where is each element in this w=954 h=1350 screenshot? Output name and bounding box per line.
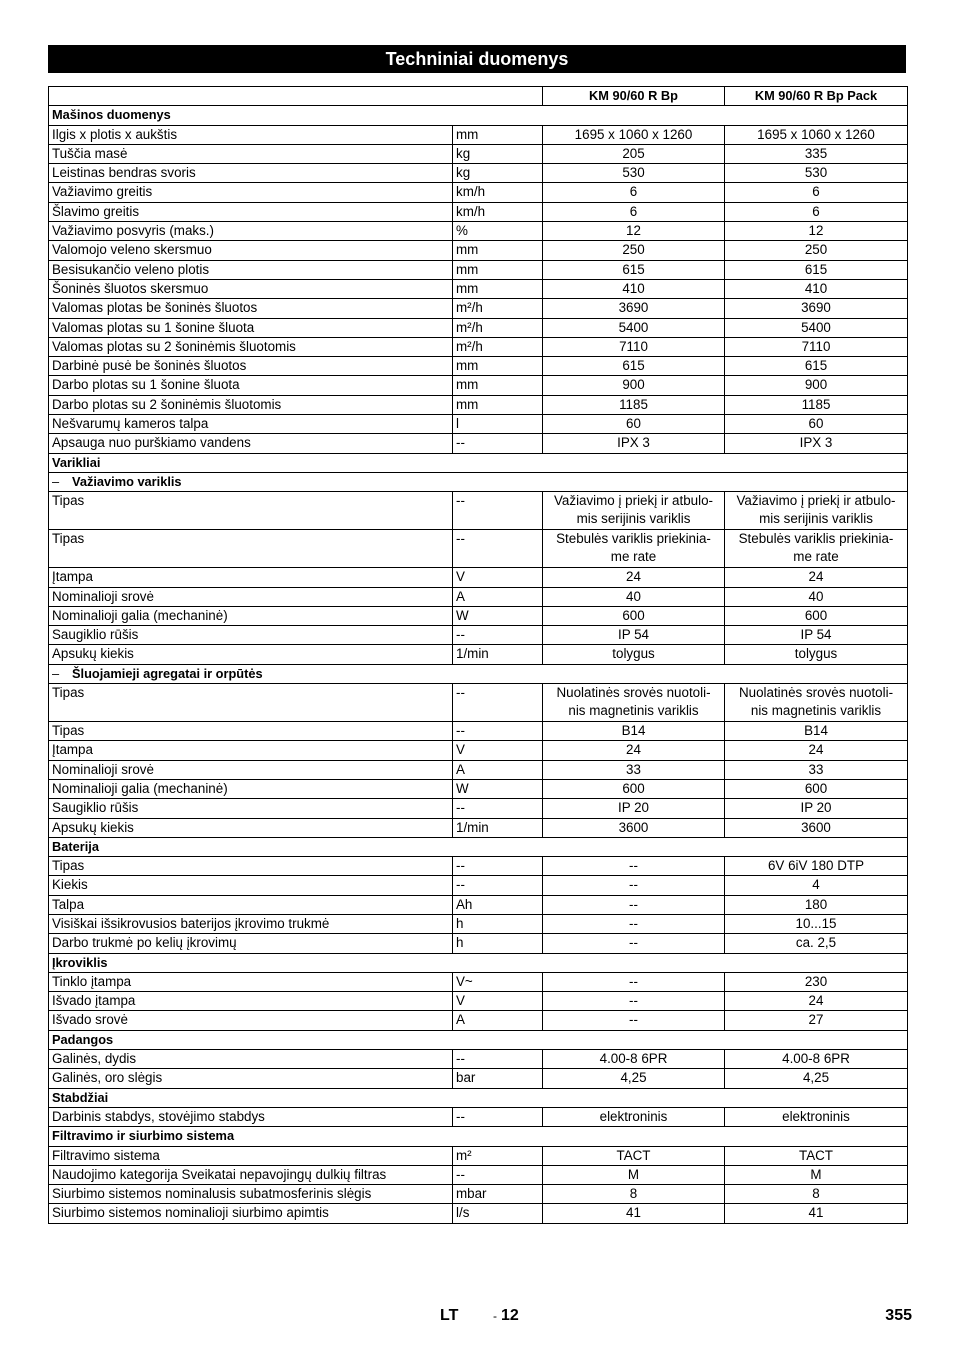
table-row xyxy=(49,895,908,914)
row-unit: W xyxy=(453,779,543,798)
row-value-km-90-60-r-bp-pack: 4.00-8 6PR xyxy=(725,1050,908,1069)
row-value-km-90-60-r-bp: TACT xyxy=(543,1146,725,1165)
row-value-km-90-60-r-bp-pack xyxy=(725,492,908,530)
value-line: nis magnetinis variklis xyxy=(750,702,882,718)
row-value-km-90-60-r-bp: -- xyxy=(543,895,725,914)
row-value-km-90-60-r-bp: 600 xyxy=(543,779,725,798)
row-value-km-90-60-r-bp-pack: IP 20 xyxy=(725,799,908,818)
table-row xyxy=(49,434,908,453)
row-value-km-90-60-r-bp: -- xyxy=(543,972,725,991)
footer-language: LT xyxy=(440,1307,459,1324)
row-value-km-90-60-r-bp: -- xyxy=(543,934,725,953)
row-value-km-90-60-r-bp: 205 xyxy=(543,144,725,163)
row-label: Apsukų kiekis xyxy=(49,645,453,664)
row-label: Tuščia masė xyxy=(49,144,453,163)
table-row xyxy=(49,395,908,414)
row-unit: m²/h xyxy=(453,318,543,337)
table-row xyxy=(49,241,908,260)
row-value-km-90-60-r-bp: 24 xyxy=(543,568,725,587)
row-unit: m²/h xyxy=(453,337,543,356)
section-heading: Įkroviklis xyxy=(49,953,908,972)
row-label: Nominalioji srovė xyxy=(49,760,453,779)
section-row xyxy=(49,1127,908,1146)
row-value-km-90-60-r-bp-pack xyxy=(725,684,908,722)
subsection-row xyxy=(49,664,908,683)
row-value-km-90-60-r-bp-pack: 27 xyxy=(725,1011,908,1030)
row-value-km-90-60-r-bp: 33 xyxy=(543,760,725,779)
row-value-km-90-60-r-bp: 4,25 xyxy=(543,1069,725,1088)
column-header-km-90-60-r-bp-pack: KM 90/60 R Bp Pack xyxy=(725,87,908,106)
row-label: Visiškai išsikrovusios baterijos įkrovimo trukmė xyxy=(49,914,453,933)
row-value-km-90-60-r-bp: 5400 xyxy=(543,318,725,337)
row-value-km-90-60-r-bp: -- xyxy=(543,914,725,933)
row-value-km-90-60-r-bp-pack: 6 xyxy=(725,183,908,202)
row-value-km-90-60-r-bp: tolygus xyxy=(543,645,725,664)
row-unit: A xyxy=(453,760,543,779)
row-unit: -- xyxy=(453,799,543,818)
table-row xyxy=(49,992,908,1011)
footer-local-page xyxy=(493,1307,519,1325)
row-value-km-90-60-r-bp-pack: 1695 x 1060 x 1260 xyxy=(725,125,908,144)
row-value-km-90-60-r-bp-pack: IPX 3 xyxy=(725,434,908,453)
table-row xyxy=(49,779,908,798)
table-row xyxy=(49,1050,908,1069)
footer-local-page-number: 12 xyxy=(501,1307,519,1324)
section-row xyxy=(49,953,908,972)
row-label: Valomas plotas be šoninės šluotos xyxy=(49,299,453,318)
row-label: Darbo trukmė po kelių įkrovimų xyxy=(49,934,453,953)
row-value-km-90-60-r-bp: 1695 x 1060 x 1260 xyxy=(543,125,725,144)
row-label: Darbo plotas su 2 šoninėmis šluotomis xyxy=(49,395,453,414)
subsection-label: Šluojamieji agregatai ir orpūtės xyxy=(72,665,263,681)
table-row xyxy=(49,144,908,163)
row-value-km-90-60-r-bp-pack: 7110 xyxy=(725,337,908,356)
row-value-km-90-60-r-bp: 4.00-8 6PR xyxy=(543,1050,725,1069)
table-row xyxy=(49,1165,908,1184)
row-value-km-90-60-r-bp-pack: 3600 xyxy=(725,818,908,837)
row-value-km-90-60-r-bp-pack: 24 xyxy=(725,568,908,587)
row-unit: kg xyxy=(453,164,543,183)
row-label: Nominalioji srovė xyxy=(49,587,453,606)
section-heading: Padangos xyxy=(49,1030,908,1049)
section-row xyxy=(49,106,908,125)
row-value-km-90-60-r-bp-pack: 24 xyxy=(725,992,908,1011)
value-line: Nuolatinės srovės nuotoli- xyxy=(738,685,894,701)
table-row xyxy=(49,376,908,395)
table-row xyxy=(49,972,908,991)
section-heading: Stabdžiai xyxy=(49,1088,908,1107)
row-value-km-90-60-r-bp-pack: 230 xyxy=(725,972,908,991)
row-unit: km/h xyxy=(453,183,543,202)
value-line: Nuolatinės srovės nuotoli- xyxy=(556,685,711,701)
row-label: Talpa xyxy=(49,895,453,914)
row-value-km-90-60-r-bp: M xyxy=(543,1165,725,1184)
row-label: Tipas xyxy=(49,530,453,568)
row-value-km-90-60-r-bp: 615 xyxy=(543,260,725,279)
row-value-km-90-60-r-bp-pack: 60 xyxy=(725,415,908,434)
row-unit: V xyxy=(453,568,543,587)
table-row xyxy=(49,202,908,221)
row-value-km-90-60-r-bp-pack xyxy=(725,530,908,568)
section-heading: Mašinos duomenys xyxy=(49,106,908,125)
table-row xyxy=(49,415,908,434)
row-value-km-90-60-r-bp-pack: 1185 xyxy=(725,395,908,414)
section-row xyxy=(49,453,908,472)
row-value-km-90-60-r-bp: 8 xyxy=(543,1185,725,1204)
table-row xyxy=(49,684,908,722)
row-label: Ilgis x plotis x aukštis xyxy=(49,125,453,144)
row-value-km-90-60-r-bp: 60 xyxy=(543,415,725,434)
row-label: Šoninės šluotos skersmuo xyxy=(49,279,453,298)
row-value-km-90-60-r-bp-pack: 530 xyxy=(725,164,908,183)
table-row xyxy=(49,857,908,876)
row-label: Tipas xyxy=(49,492,453,530)
row-label: Nominalioji galia (mechaninė) xyxy=(49,606,453,625)
row-value-km-90-60-r-bp-pack: 5400 xyxy=(725,318,908,337)
row-unit: V xyxy=(453,992,543,1011)
row-label: Kiekis xyxy=(49,876,453,895)
row-label: Nominalioji galia (mechaninė) xyxy=(49,779,453,798)
row-unit: -- xyxy=(453,434,543,453)
row-unit: -- xyxy=(453,876,543,895)
row-unit: mm xyxy=(453,125,543,144)
row-label: Tipas xyxy=(49,684,453,722)
row-value-km-90-60-r-bp: 7110 xyxy=(543,337,725,356)
row-label: Valomojo veleno skersmuo xyxy=(49,241,453,260)
row-unit: A xyxy=(453,587,543,606)
table-row xyxy=(49,606,908,625)
value-line: Stebulės variklis priekinia- xyxy=(556,531,711,547)
row-value-km-90-60-r-bp: 3690 xyxy=(543,299,725,318)
value-line: mis serijinis variklis xyxy=(576,510,691,526)
row-value-km-90-60-r-bp: IPX 3 xyxy=(543,434,725,453)
dash-bullet: – xyxy=(52,473,60,489)
row-value-km-90-60-r-bp-pack: 4 xyxy=(725,876,908,895)
table-row xyxy=(49,164,908,183)
row-label: Nešvarumų kameros talpa xyxy=(49,415,453,434)
row-value-km-90-60-r-bp: B14 xyxy=(543,722,725,741)
row-value-km-90-60-r-bp: 3600 xyxy=(543,818,725,837)
table-row xyxy=(49,1185,908,1204)
table-row xyxy=(49,914,908,933)
row-value-km-90-60-r-bp-pack: 4,25 xyxy=(725,1069,908,1088)
row-label: Saugiklio rūšis xyxy=(49,799,453,818)
row-value-km-90-60-r-bp: 41 xyxy=(543,1204,725,1223)
row-label: Išvado srovė xyxy=(49,1011,453,1030)
row-value-km-90-60-r-bp-pack: 6V 6iV 180 DTP xyxy=(725,857,908,876)
table-row xyxy=(49,722,908,741)
value-line: Važiavimo į priekį ir atbulo- xyxy=(736,493,896,509)
row-value-km-90-60-r-bp: 600 xyxy=(543,606,725,625)
row-value-km-90-60-r-bp-pack: 900 xyxy=(725,376,908,395)
row-value-km-90-60-r-bp: -- xyxy=(543,857,725,876)
row-unit: mm xyxy=(453,376,543,395)
table-row xyxy=(49,799,908,818)
page-title: Techniniai duomenys xyxy=(48,45,906,73)
row-label: Valomas plotas su 2 šoninėmis šluotomis xyxy=(49,337,453,356)
row-label: Darbo plotas su 1 šonine šluota xyxy=(49,376,453,395)
row-value-km-90-60-r-bp-pack: 600 xyxy=(725,779,908,798)
row-value-km-90-60-r-bp-pack: 615 xyxy=(725,260,908,279)
row-unit: kg xyxy=(453,144,543,163)
row-value-km-90-60-r-bp: 24 xyxy=(543,741,725,760)
row-unit: -- xyxy=(453,1050,543,1069)
row-value-km-90-60-r-bp: 40 xyxy=(543,587,725,606)
section-heading: Varikliai xyxy=(49,453,908,472)
row-label: Įtampa xyxy=(49,741,453,760)
row-value-km-90-60-r-bp: 1185 xyxy=(543,395,725,414)
row-label: Leistinas bendras svoris xyxy=(49,164,453,183)
row-value-km-90-60-r-bp: 6 xyxy=(543,183,725,202)
row-value-km-90-60-r-bp-pack: 10...15 xyxy=(725,914,908,933)
row-unit: Ah xyxy=(453,895,543,914)
row-label: Darbinis stabdys, stovėjimo stabdys xyxy=(49,1107,453,1126)
table-header-row xyxy=(49,87,908,106)
row-label: Besisukančio veleno plotis xyxy=(49,260,453,279)
row-unit: l xyxy=(453,415,543,434)
row-value-km-90-60-r-bp-pack: 24 xyxy=(725,741,908,760)
row-label: Išvado įtampa xyxy=(49,992,453,1011)
section-row xyxy=(49,1030,908,1049)
section-row xyxy=(49,837,908,856)
row-value-km-90-60-r-bp-pack: 6 xyxy=(725,202,908,221)
row-unit: mm xyxy=(453,395,543,414)
row-unit: -- xyxy=(453,684,543,722)
row-unit: -- xyxy=(453,857,543,876)
row-value-km-90-60-r-bp: 900 xyxy=(543,376,725,395)
row-unit: -- xyxy=(453,492,543,530)
row-value-km-90-60-r-bp-pack: 615 xyxy=(725,357,908,376)
row-value-km-90-60-r-bp xyxy=(543,530,725,568)
row-label: Tinklo įtampa xyxy=(49,972,453,991)
row-value-km-90-60-r-bp: elektroninis xyxy=(543,1107,725,1126)
table-row xyxy=(49,626,908,645)
row-value-km-90-60-r-bp: IP 20 xyxy=(543,799,725,818)
row-value-km-90-60-r-bp-pack: 410 xyxy=(725,279,908,298)
row-label: Siurbimo sistemos nominalioji siurbimo apimtis xyxy=(49,1204,453,1223)
value-line: me rate xyxy=(610,548,657,564)
row-unit: bar xyxy=(453,1069,543,1088)
row-unit: mm xyxy=(453,260,543,279)
row-unit: h xyxy=(453,914,543,933)
row-unit: -- xyxy=(453,626,543,645)
row-value-km-90-60-r-bp: -- xyxy=(543,1011,725,1030)
column-header-km-90-60-r-bp: KM 90/60 R Bp xyxy=(543,87,725,106)
row-unit: V xyxy=(453,741,543,760)
row-label: Važiavimo greitis xyxy=(49,183,453,202)
row-value-km-90-60-r-bp-pack: M xyxy=(725,1165,908,1184)
table-row xyxy=(49,279,908,298)
row-unit: mm xyxy=(453,279,543,298)
row-label: Saugiklio rūšis xyxy=(49,626,453,645)
table-row xyxy=(49,337,908,356)
table-row xyxy=(49,568,908,587)
table-row xyxy=(49,760,908,779)
row-value-km-90-60-r-bp: 615 xyxy=(543,357,725,376)
table-row xyxy=(49,1011,908,1030)
row-unit: m² xyxy=(453,1146,543,1165)
row-unit: l/s xyxy=(453,1204,543,1223)
table-row xyxy=(49,1107,908,1126)
row-unit: -- xyxy=(453,530,543,568)
table-row xyxy=(49,530,908,568)
row-value-km-90-60-r-bp-pack: 8 xyxy=(725,1185,908,1204)
row-unit: km/h xyxy=(453,202,543,221)
row-value-km-90-60-r-bp-pack: 3690 xyxy=(725,299,908,318)
specs-table-body xyxy=(49,87,908,1224)
header-blank-cell xyxy=(49,87,543,106)
section-heading: Filtravimo ir siurbimo sistema xyxy=(49,1127,908,1146)
row-value-km-90-60-r-bp-pack: 180 xyxy=(725,895,908,914)
row-label: Tipas xyxy=(49,857,453,876)
row-value-km-90-60-r-bp-pack: tolygus xyxy=(725,645,908,664)
row-unit: 1/min xyxy=(453,818,543,837)
table-row xyxy=(49,876,908,895)
row-unit: % xyxy=(453,222,543,241)
table-row xyxy=(49,645,908,664)
row-value-km-90-60-r-bp-pack: 41 xyxy=(725,1204,908,1223)
row-unit: W xyxy=(453,606,543,625)
specs-table xyxy=(48,86,908,1224)
table-row xyxy=(49,934,908,953)
row-unit: mbar xyxy=(453,1185,543,1204)
row-value-km-90-60-r-bp-pack: TACT xyxy=(725,1146,908,1165)
row-value-km-90-60-r-bp-pack: elektroninis xyxy=(725,1107,908,1126)
footer-page-number: 355 xyxy=(885,1307,912,1324)
row-value-km-90-60-r-bp-pack: 250 xyxy=(725,241,908,260)
section-row xyxy=(49,1088,908,1107)
row-value-km-90-60-r-bp xyxy=(543,492,725,530)
row-value-km-90-60-r-bp: 410 xyxy=(543,279,725,298)
subsection-heading xyxy=(49,664,908,683)
row-value-km-90-60-r-bp-pack: B14 xyxy=(725,722,908,741)
row-value-km-90-60-r-bp: -- xyxy=(543,992,725,1011)
subsection-row xyxy=(49,472,908,491)
row-label: Važiavimo posvyris (maks.) xyxy=(49,222,453,241)
footer-minus: - xyxy=(493,1309,497,1323)
row-value-km-90-60-r-bp: -- xyxy=(543,876,725,895)
table-row xyxy=(49,357,908,376)
row-label: Siurbimo sistemos nominalusis subatmosferinis slėgis xyxy=(49,1185,453,1204)
table-row xyxy=(49,1204,908,1223)
row-label: Šlavimo greitis xyxy=(49,202,453,221)
row-unit: h xyxy=(453,934,543,953)
row-label: Valomas plotas su 1 šonine šluota xyxy=(49,318,453,337)
row-label: Filtravimo sistema xyxy=(49,1146,453,1165)
value-line: mis serijinis variklis xyxy=(759,510,873,526)
row-label: Įtampa xyxy=(49,568,453,587)
row-value-km-90-60-r-bp-pack: 33 xyxy=(725,760,908,779)
value-line: Važiavimo į priekį ir atbulo- xyxy=(553,493,713,509)
table-row xyxy=(49,741,908,760)
row-value-km-90-60-r-bp-pack: IP 54 xyxy=(725,626,908,645)
row-label: Galinės, dydis xyxy=(49,1050,453,1069)
row-value-km-90-60-r-bp: 12 xyxy=(543,222,725,241)
row-value-km-90-60-r-bp-pack: 600 xyxy=(725,606,908,625)
row-value-km-90-60-r-bp-pack: 335 xyxy=(725,144,908,163)
subsection-label: Važiavimo variklis xyxy=(72,473,182,489)
row-unit: mm xyxy=(453,241,543,260)
row-label: Apsukų kiekis xyxy=(49,818,453,837)
table-row xyxy=(49,587,908,606)
row-unit: -- xyxy=(453,722,543,741)
dash-bullet: – xyxy=(52,665,60,681)
row-value-km-90-60-r-bp-pack: 12 xyxy=(725,222,908,241)
row-value-km-90-60-r-bp-pack: ca. 2,5 xyxy=(725,934,908,953)
row-unit: m²/h xyxy=(453,299,543,318)
table-row xyxy=(49,299,908,318)
row-unit: -- xyxy=(453,1165,543,1184)
subsection-heading xyxy=(49,472,908,491)
row-unit: V~ xyxy=(453,972,543,991)
table-row xyxy=(49,1069,908,1088)
table-row xyxy=(49,222,908,241)
row-value-km-90-60-r-bp xyxy=(543,684,725,722)
row-value-km-90-60-r-bp-pack: 40 xyxy=(725,587,908,606)
table-row xyxy=(49,260,908,279)
table-row xyxy=(49,492,908,530)
row-label: Darbinė pusė be šoninės šluotos xyxy=(49,357,453,376)
row-value-km-90-60-r-bp: 6 xyxy=(543,202,725,221)
value-line: me rate xyxy=(793,548,839,564)
row-label: Naudojimo kategorija Sveikatai nepavojingų dulkių filtras xyxy=(49,1165,453,1184)
row-unit: -- xyxy=(453,1107,543,1126)
value-line: Stebulės variklis priekinia- xyxy=(738,531,894,547)
row-label: Apsauga nuo purškiamo vandens xyxy=(49,434,453,453)
row-value-km-90-60-r-bp: 250 xyxy=(543,241,725,260)
table-row xyxy=(49,1146,908,1165)
value-line: nis magnetinis variklis xyxy=(568,702,699,718)
row-label: Galinės, oro slėgis xyxy=(49,1069,453,1088)
row-value-km-90-60-r-bp: 530 xyxy=(543,164,725,183)
table-row xyxy=(49,183,908,202)
row-label: Tipas xyxy=(49,722,453,741)
table-row xyxy=(49,818,908,837)
row-value-km-90-60-r-bp: IP 54 xyxy=(543,626,725,645)
table-row xyxy=(49,125,908,144)
section-heading: Baterija xyxy=(49,837,908,856)
row-unit: 1/min xyxy=(453,645,543,664)
row-unit: mm xyxy=(453,357,543,376)
row-unit: A xyxy=(453,1011,543,1030)
table-row xyxy=(49,318,908,337)
